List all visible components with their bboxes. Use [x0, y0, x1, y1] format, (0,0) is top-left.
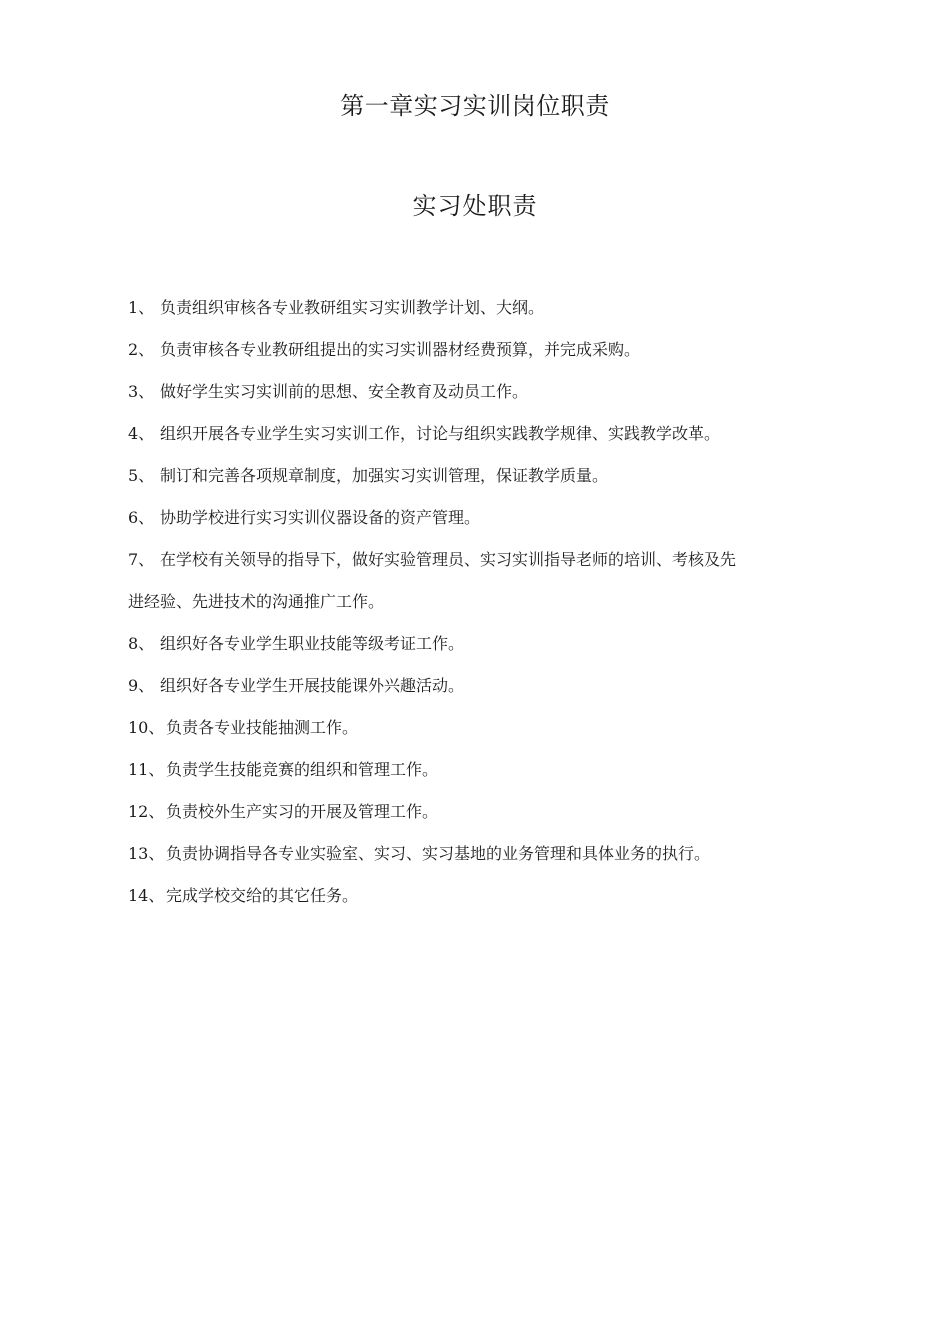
duty-number: 13、: [128, 844, 165, 863]
duty-text: 负责协调指导各专业实验室、实习、实习基地的业务管理和具体业务的执行。: [166, 844, 711, 863]
duty-item: [128, 749, 818, 791]
duty-number: 1、: [128, 298, 155, 317]
duty-item: [128, 539, 818, 623]
duty-text: 负责各专业技能抽测工作。: [166, 718, 359, 737]
duty-text-continuation: 进经验、先进技术的沟通推广工作。: [128, 592, 385, 611]
duty-number: 12、: [128, 802, 165, 821]
duty-text: 制订和完善各项规章制度，加强实习实训管理，保证教学质量。: [160, 466, 609, 485]
duty-number: 4、: [128, 424, 155, 443]
duty-item: [128, 329, 818, 371]
duty-number: 3、: [128, 382, 155, 401]
duty-item: [128, 623, 818, 665]
duty-text: 组织好各专业学生开展技能课外兴趣活动。: [160, 676, 465, 695]
duty-number: 5、: [128, 466, 155, 485]
duty-text: 做好学生实习实训前的思想、安全教育及动员工作。: [160, 382, 529, 401]
section-title: 实习处职责: [412, 192, 538, 220]
duty-item: [128, 707, 818, 749]
chapter-title: 第一章实习实训岗位职责: [340, 92, 610, 120]
duty-number: 10、: [128, 718, 165, 737]
duty-text: 负责学生技能竞赛的组织和管理工作。: [166, 760, 439, 779]
duty-number: 7、: [128, 550, 155, 569]
duty-item: [128, 833, 818, 875]
duty-text: 负责校外生产实习的开展及管理工作。: [166, 802, 439, 821]
duty-item: [128, 371, 818, 413]
duty-text: 负责组织审核各专业教研组实习实训教学计划、大纲。: [160, 298, 545, 317]
duty-text: 协助学校进行实习实训仪器设备的资产管理。: [160, 508, 481, 527]
duty-item: [128, 875, 818, 917]
duty-item: [128, 497, 818, 539]
duty-text: 组织好各专业学生职业技能等级考证工作。: [160, 634, 465, 653]
duty-number: 9、: [128, 676, 155, 695]
duty-item: [128, 287, 818, 329]
duty-number: 8、: [128, 634, 155, 653]
duty-item: [128, 413, 818, 455]
duty-number: 6、: [128, 508, 155, 527]
duty-number: 11、: [128, 760, 165, 779]
duty-item: [128, 791, 818, 833]
duty-text: 完成学校交给的其它任务。: [166, 886, 359, 905]
duty-list: [128, 287, 818, 917]
duty-item: [128, 665, 818, 707]
duty-number: 14、: [128, 886, 165, 905]
duty-item: [128, 455, 818, 497]
duty-number: 2、: [128, 340, 155, 359]
duty-text: 负责审核各专业教研组提出的实习实训器材经费预算，并完成采购。: [160, 340, 641, 359]
duty-text: 组织开展各专业学生实习实训工作，讨论与组织实践教学规律、实践教学改革。: [160, 424, 721, 443]
duty-text: 在学校有关领导的指导下，做好实验管理员、实习实训指导老师的培训、考核及先: [160, 550, 737, 569]
